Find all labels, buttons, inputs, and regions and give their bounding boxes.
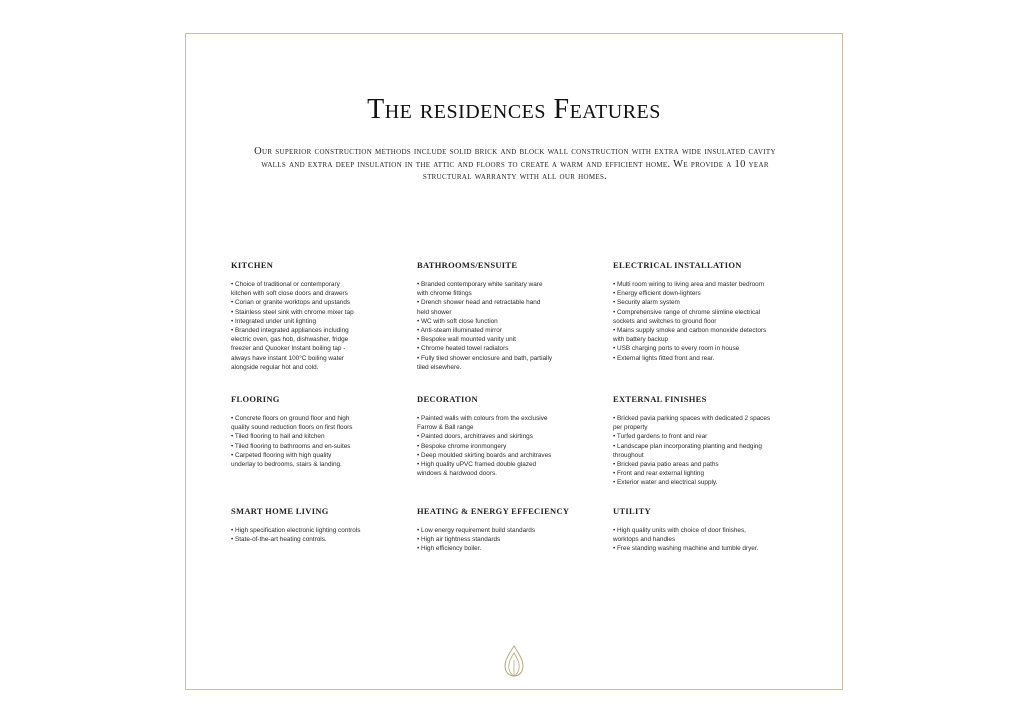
feature-item: • Corian or granite worktops and upstands [231, 299, 351, 307]
feature-item: • WC with soft close function [417, 317, 498, 325]
feature-item: • Tiled flooring to hall and kitchen [231, 433, 325, 441]
feature-list [417, 526, 607, 554]
feature-item: kitchen with soft close doors and drawers [231, 290, 348, 298]
feature-item: Farrow & Ball range [417, 424, 474, 432]
feature-item: • Low energy requirement build standards [417, 527, 536, 534]
feature-item: • Exterior water and electrical supply. [613, 479, 718, 487]
feature-item: • Choice of traditional or contemporary [231, 281, 340, 288]
section-title: FLOORING [231, 394, 280, 404]
feature-list [613, 526, 813, 554]
feature-item: with chrome fittings [417, 290, 472, 298]
feature-list [613, 414, 813, 488]
feature-item: • High specification electronic lighting controls [231, 527, 361, 534]
feature-item: • Bespoke chrome ironmongery [417, 442, 507, 450]
feature-item: • High quality uPVC framed double glazed [417, 461, 537, 469]
feature-item: • Bricked pavia patio areas and paths [613, 461, 719, 469]
feature-item: • Tiled flooring to bathrooms and en-suites [231, 442, 351, 450]
feature-item: • Landscape plan incorporating planting and hedging [613, 442, 762, 450]
feature-item: tiled elsewhere. [417, 363, 462, 371]
feature-item: sockets and switches to ground floor [613, 317, 717, 325]
feature-list [231, 526, 421, 544]
feature-item: • Drench shower head and retractable hand [417, 299, 541, 307]
feature-item: • Stainless steel sink with chrome mixer tap [231, 308, 354, 316]
section-title: EXTERNAL FINISHES [613, 394, 707, 404]
feature-item: • Concrete floors on ground floor and high [231, 415, 350, 422]
section-title: BATHROOMS/ENSUITE [417, 260, 518, 270]
section-electrical [613, 260, 813, 363]
brochure-page [185, 33, 843, 690]
feature-list [231, 414, 421, 469]
feature-list [231, 280, 421, 372]
section-title: HEATING & ENERGY EFFECIENCY [417, 506, 570, 516]
feature-item: windows & hardwood doors. [417, 470, 497, 478]
section-flooring [231, 394, 421, 469]
feature-item: per property [613, 424, 648, 432]
section-title: ELECTRICAL INSTALLATION [613, 260, 742, 270]
feature-item: • High air tightness standards [417, 536, 501, 544]
feature-item: freezer and Quooker Instant boiling tap - [231, 345, 346, 353]
page-title: The residences Features [367, 94, 661, 125]
feature-item: • Chrome heated towel radiators [417, 345, 509, 353]
droplet-leaf-icon [503, 645, 525, 677]
section-title: KITCHEN [231, 260, 274, 270]
feature-item: • Painted walls with colours from the exclusive [417, 415, 548, 422]
feature-item: • High quality units with choice of door finishes, [613, 527, 746, 534]
feature-item: • Integrated under unit lighting [231, 317, 317, 325]
section-smart-home [231, 506, 421, 544]
feature-item: with battery backup [613, 336, 669, 344]
section-decoration [417, 394, 607, 478]
section-title: SMART HOME LIVING [231, 506, 329, 516]
feature-item: • Deep moulded skirting boards and architraves [417, 451, 552, 459]
feature-item: • Carpeted flooring with high quality [231, 451, 332, 459]
intro-paragraph: Our superior construction methods include solid brick and block wall construction with extra wide insulated cavity walls and extra deep insulation in the attic and floors to create a warm and efficient home. We provide a 10 year structural warranty with all our homes. [254, 146, 776, 182]
feature-item: • Energy efficient down-lighters [613, 290, 701, 298]
feature-item: • External lights fitted front and rear. [613, 354, 715, 362]
feature-item: • Security alarm system [613, 299, 680, 307]
feature-list [417, 414, 607, 478]
feature-item: underlay to bedrooms, stairs & landing. [231, 461, 342, 469]
section-title: DECORATION [417, 394, 478, 404]
feature-item: • Bricked pavia parking spaces with dedicated 2 spaces [613, 415, 771, 422]
feature-item: • Mains supply smoke and carbon monoxide detectors [613, 327, 767, 335]
feature-item: • Bespoke wall mounted vanity unit [417, 336, 516, 344]
feature-item: • Anti-steam illuminated mirror [417, 327, 502, 335]
feature-item: • High efficiency boiler. [417, 545, 482, 553]
feature-item: alongside regular hot and cold. [231, 363, 319, 371]
feature-item: • Turfed gardens to front and rear [613, 433, 708, 441]
feature-item: • Front and rear external lighting [613, 470, 705, 478]
feature-item: • State-of-the-art heating controls. [231, 536, 327, 544]
feature-item: • Branded integrated appliances including [231, 327, 349, 335]
section-utility [613, 506, 813, 554]
feature-item: • Multi room wiring to living area and master bedroom [613, 281, 765, 288]
feature-item: throughout [613, 451, 644, 459]
feature-item: worktops and handles [613, 536, 676, 544]
feature-list [417, 280, 607, 372]
section-external-finishes [613, 394, 813, 488]
feature-item: • Comprehensive range of chrome slimline electrical [613, 308, 761, 316]
feature-item: • Fully tiled shower enclosure and bath, partially [417, 354, 553, 362]
section-bathrooms [417, 260, 607, 372]
feature-item: • Free standing washing machine and tumble dryer. [613, 545, 759, 553]
section-heating [417, 506, 607, 554]
feature-item: electric oven, gas hob, dishwasher, fridge [231, 336, 349, 344]
feature-item: always have instant 100°C boiling water [231, 354, 345, 362]
feature-item: • USB charging ports to every room in house [613, 345, 740, 353]
section-kitchen [231, 260, 421, 372]
feature-item: quality sound reduction floors on first floors [231, 424, 353, 432]
feature-list [613, 280, 813, 363]
feature-item: • Branded contemporary white sanitary ware [417, 281, 543, 288]
section-title: UTILITY [613, 506, 652, 516]
feature-item: held shower [417, 308, 452, 316]
feature-item: • Painted doors, architraves and skirtings [417, 433, 533, 441]
